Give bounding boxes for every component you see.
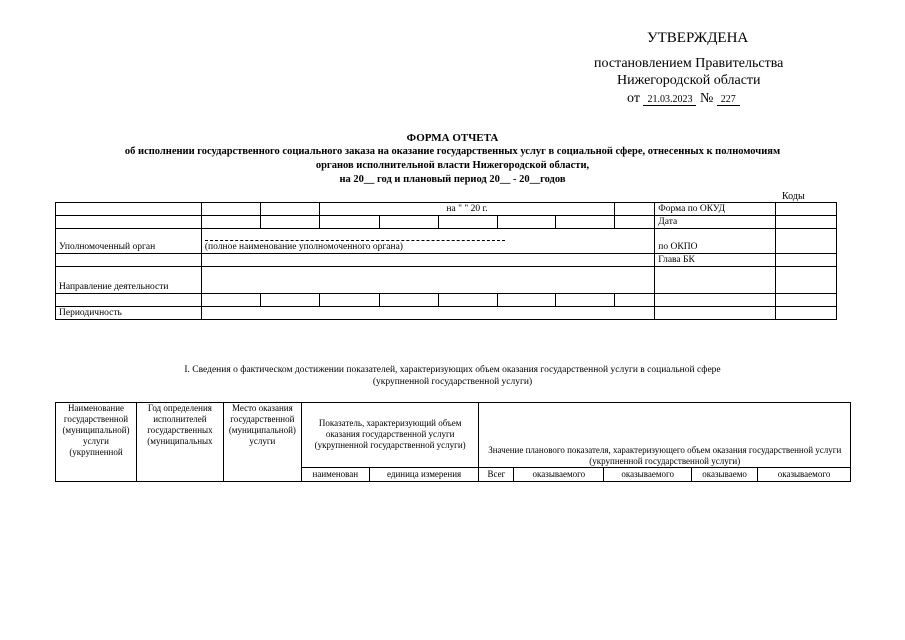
approval-date-line — [627, 91, 740, 107]
report-date-line: на " " 20 г. — [319, 203, 615, 216]
okud-code-cell[interactable] — [776, 203, 837, 216]
col-place: Место оказания государственной (муниципальной) услуги — [223, 403, 301, 482]
activity-field[interactable] — [201, 267, 654, 294]
date-code-cell[interactable] — [776, 216, 837, 229]
approval-date: 21.03.2023 — [643, 94, 696, 106]
date-label: Дата — [655, 216, 776, 229]
approval-line-1: постановлением Правительства — [594, 56, 784, 71]
number-sign: № — [699, 91, 714, 106]
section1-title-line-2: (укрупненной государственной услуги) — [372, 377, 533, 387]
sub-d: оказываемого — [758, 467, 851, 481]
form-title-line-1: об исполнении государственного социального заказа на оказание государственных услуг в социальной сфере, отнесенных к полномочиям — [124, 146, 781, 157]
col-plan-value: Значение планового показателя, характеризующего объем оказания государственной услуги (укрупненной государственной услуги) — [479, 403, 851, 468]
col-service-name: Наименование государственной (муниципальной) услуги (укрупненной — [56, 403, 137, 482]
approval-title: УТВЕРЖДЕНА — [647, 30, 749, 46]
section1-title-line-1: I. Сведения о фактическом достижении показателей, характеризующих объем оказания государственной услуги в социальной сфере — [184, 365, 721, 375]
sub-name: наименован — [301, 467, 369, 481]
okpo-code-cell[interactable] — [776, 229, 837, 254]
approval-line-2: Нижегородской области — [617, 73, 761, 88]
col-year: Год определения исполнителей государственных (муниципальных — [136, 403, 223, 482]
okud-label: Форма по ОКУД — [655, 203, 776, 216]
indicators-table — [55, 402, 851, 482]
form-title: ФОРМА ОТЧЕТА — [406, 132, 499, 144]
from-prefix: от — [627, 91, 640, 106]
periodicity-label: Периодичность — [56, 307, 202, 320]
sub-c: оказываемо — [692, 467, 758, 481]
sub-total: Всег — [479, 467, 514, 481]
authority-label: Уполномоченный орган — [56, 229, 202, 254]
bk-label: Глава БК — [655, 254, 776, 267]
authority-hint: (полное наименование уполномоченного органа) — [204, 242, 403, 252]
header-table — [55, 202, 837, 320]
sub-a: оказываемого — [514, 467, 604, 481]
form-title-line-3: на 20__ год и плановый период 20__ - 20__годов — [339, 174, 566, 185]
bk-code-cell[interactable] — [776, 254, 837, 267]
periodicity-field[interactable] — [201, 307, 654, 320]
authority-field[interactable] — [201, 229, 654, 254]
sub-unit: единица измерения — [369, 467, 479, 481]
form-title-line-2: органов исполнительной власти Нижегородской области, — [315, 160, 590, 171]
authority-underline — [205, 240, 505, 241]
approval-number: 227 — [717, 94, 740, 106]
col-indicator: Показатель, характеризующий объем оказания государственной услуги (укрупненной государственной услуги) — [301, 403, 479, 468]
codes-label: Коды — [782, 191, 805, 202]
activity-label: Направление деятельности — [56, 267, 202, 294]
sub-b: оказываемого — [604, 467, 692, 481]
okpo-label: по ОКПО — [655, 229, 776, 254]
